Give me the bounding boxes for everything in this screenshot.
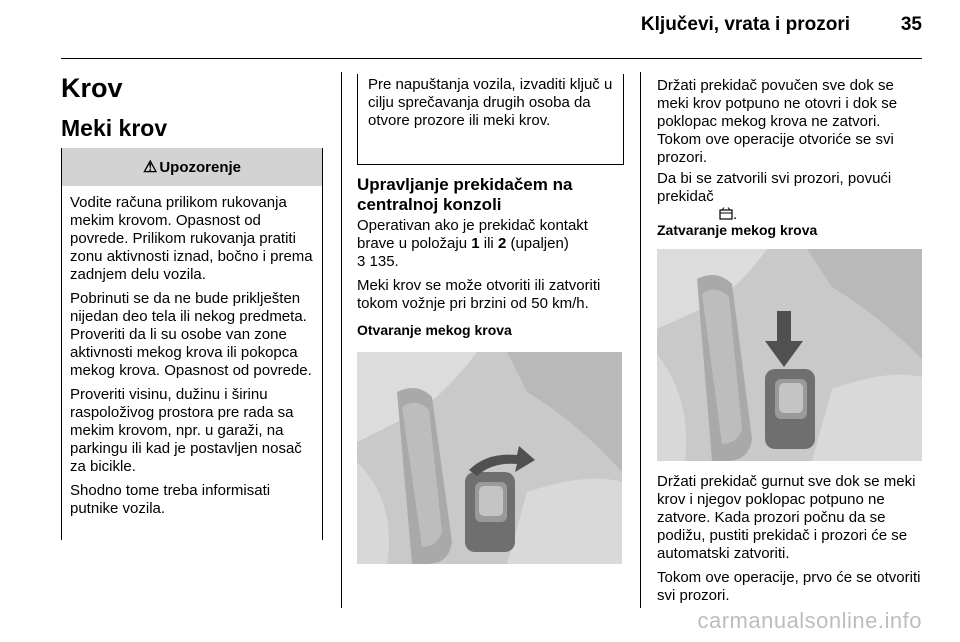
page-reference-link[interactable]: 3 135. xyxy=(357,253,399,270)
subsection-heading: Zatvaranje mekog krova xyxy=(657,222,818,238)
speed-paragraph: Meki krov se može otvoriti ili zatvoriti tokom vožnje pri brzini od 50 km/h. xyxy=(357,277,601,312)
operating-condition-paragraph: Operativan ako je prekidač kontakt brave u položaju 1 ili 2 (upaljen) 3 135. xyxy=(357,217,588,270)
note-box xyxy=(357,74,624,165)
close-windows-paragraph: Da bi se zatvorili svi prozori, povući prekidač . xyxy=(657,170,892,223)
warning-header xyxy=(62,148,322,186)
header-rule xyxy=(61,58,922,59)
running-header-title: Ključevi, vrata i prozori xyxy=(640,14,850,35)
watermark-text: carmanualsonline.info xyxy=(697,608,922,633)
section-heading: Krov xyxy=(61,73,123,103)
subsection-heading: Meki krov xyxy=(61,115,168,141)
warning-paragraph: Proveriti visinu, dužinu i širinu raspoloživog prostora pre rada sa mekim krovom, npr. u garaži, na parkingu ili kad je postavljen nosač za bicikle. xyxy=(70,386,302,475)
column-divider xyxy=(341,72,342,608)
warning-body xyxy=(70,194,318,524)
operation-note-paragraph: Tokom ove operacije, prvo će se otvoriti svi prozori. xyxy=(657,569,921,604)
roof-switch-icon xyxy=(719,207,733,221)
column-divider xyxy=(640,72,641,608)
section-heading: Upravljanje prekidačem na centralnoj konzoli xyxy=(357,175,573,214)
page-number: 35 xyxy=(900,14,922,35)
warning-paragraph: Pobrinuti se da ne bude priklješten nijedan deo tela ili nekog predmeta. Proveriti da li su osobe van zone aktivnosti mekog krova ili pokopca mekog krova. Opasnost od povrede. xyxy=(70,290,312,379)
close-instruction-paragraph: Držati prekidač gurnut sve dok se meki krov i njegov poklopac potpuno ne zatvore. Kada prozori počnu da se podižu, pustiti prekidač i prozori će se automatski zatvoriti. xyxy=(657,473,916,562)
warning-title: Upozorenje xyxy=(159,158,242,176)
warning-triangle-icon: ⚠ xyxy=(142,159,158,176)
ignition-position-2: 2 xyxy=(497,235,507,252)
warning-box xyxy=(61,148,323,540)
ignition-position-1: 1 xyxy=(471,235,480,252)
open-instruction-paragraph: Držati prekidač povučen sve dok se meki krov potpuno ne otovri i dok se poklopac mekog krova ne zatvori. Tokom ove operacije otvoriće se svi prozori. xyxy=(657,77,898,166)
note-text: Pre napuštanja vozila, izvaditi ključ u cilju sprečavanja drugih osoba da otvore prozore ili meki krov. xyxy=(368,76,613,129)
open-roof-illustration xyxy=(357,352,622,564)
close-roof-illustration xyxy=(657,249,922,461)
warning-paragraph: Vodite računa prilikom rukovanja mekim krovom. Opasnost od povrede. Prilikom rukovanja pratiti zonu aktivnosti iznad, bočno i prema zadnjem delu vozila. xyxy=(70,194,313,283)
subsection-heading: Otvaranje mekog krova xyxy=(357,322,512,338)
warning-paragraph: Shodno tome treba informisati putnike vozila. xyxy=(70,482,271,517)
